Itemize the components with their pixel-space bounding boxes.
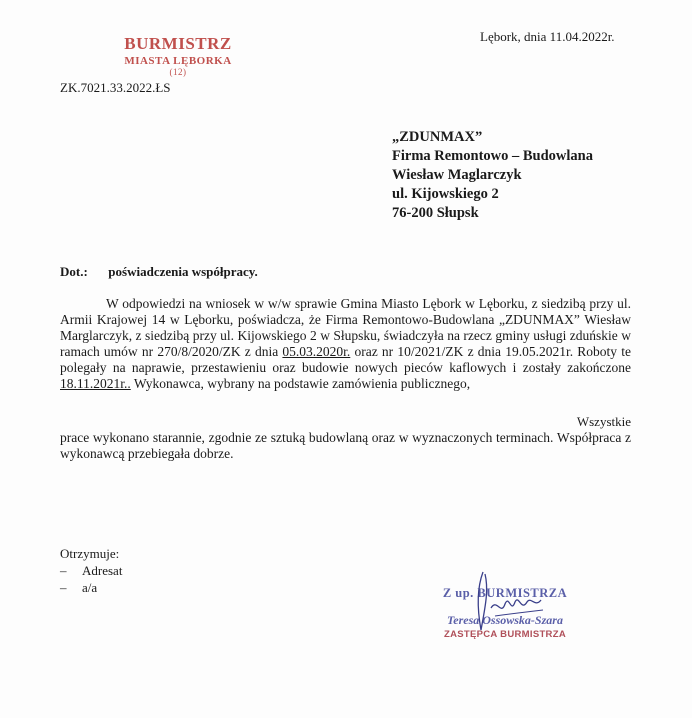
subject-label: Dot.: (60, 264, 88, 279)
completion-date: 18.11.2021r.. (60, 376, 131, 391)
list-item: – a/a (60, 580, 98, 595)
recipient-line-3: Wiesław Maglarczyk (392, 167, 522, 183)
subject-line (60, 264, 258, 280)
list-item: – Adresat (60, 563, 123, 578)
contract-date-1: 05.03.2020r. (282, 344, 351, 359)
body-fragment: Wszystkie (576, 414, 631, 429)
recipients-list (60, 545, 122, 596)
handwritten-signature (455, 568, 565, 638)
body-paragraph-2: prace wykonano starannie, zgodnie ze sztuką budowlaną oraz w wyznaczonych terminach. Współpraca z wykonawcą przebiegała dobrze. (60, 430, 631, 461)
body-paragraph-1 (60, 296, 631, 392)
stamp-title: BURMISTRZ (124, 34, 232, 53)
recipient-line-1: „ZDUNMAX” (392, 129, 483, 145)
recipient-line-5: 76-200 Słupsk (392, 205, 479, 221)
recipient-address (392, 128, 652, 223)
body-text-b: oraz nr 10/2021/ZK z dnia 19.05.2021r. Roboty te polegały na naprawie, przestawieniu oraz budowie nowych pieców kaflowych i zostały zakończone (60, 344, 631, 375)
signature-name: Teresa Ossowska-Szara (447, 613, 563, 627)
signature-role: ZASTĘPCA BURMISTRZA (444, 629, 566, 640)
subject-text: poświadczenia współpracy. (108, 264, 258, 279)
body-text-c: Wykonawca, wybrany na podstawie zamówienia publicznego, (130, 376, 471, 391)
mayor-stamp (112, 34, 244, 77)
stamp-number: (12) (169, 67, 187, 77)
signature-authority: Z up. BURMISTRZA (442, 586, 568, 600)
recipient-line-4: ul. Kijowskiego 2 (392, 186, 499, 202)
document-date: Lębork, dnia 11.04.2022r. (480, 29, 615, 44)
recipient-line-2: Firma Remontowo – Budowlana (392, 148, 593, 164)
body-text-a: W odpowiedzi na wniosek w w/w sprawie Gmina Miasto Lębork w Lęborku, z siedzibą przy ul. Armii Krajowej 14 w Lęborku, poświadcza, że Firma Remontowo-Budowlana „ZDUNMAX” Wiesław Marglarczyk, z siedzibą przy ul. Kijowskiego 2 w Słupsku, świadczyła na rzecz gminy usługi zduńskie w ramach umów nr 270/8/2020/ZK z dnia (60, 296, 631, 359)
recipients-label: Otrzymuje: (60, 546, 120, 561)
reference-number: ZK.7021.33.2022.ŁS (60, 80, 171, 95)
stamp-subtitle: MIASTA LĘBORKA (124, 55, 232, 67)
